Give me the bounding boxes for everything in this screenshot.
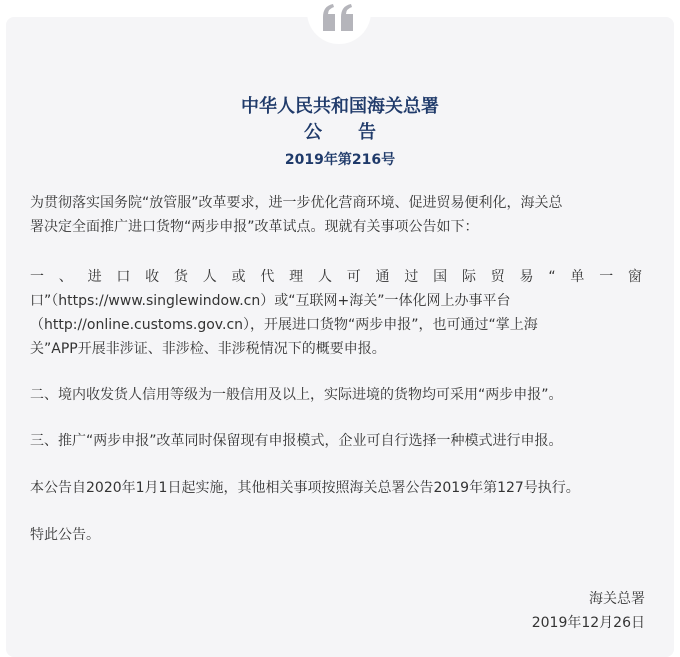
item-1-line: 关”APP开展非涉证、非涉检、非涉税情况下的概要申报。 [30,341,386,357]
closing-line: 特此公告。 [30,527,100,543]
item-1-line: 一、进口收货人或代理人可通过国际贸易“单一窗 [30,269,642,285]
item-3-paragraph [30,429,642,453]
quote-icon [321,3,357,33]
item-1-line: 口”（https://www.singlewindow.cn）或“互联网+海关”一体化网上办事平台 [30,293,511,309]
item-1-line: （http://online.customs.gov.cn），开展进口货物“两步申报”，也可通过“掌上海 [30,317,538,333]
document-type-right: 告 [358,122,376,143]
document-number: 2019年第216号 [284,152,396,168]
closing-paragraph [30,523,642,547]
item-2-paragraph [30,383,642,407]
signature-date: 2019年12月26日 [531,615,645,631]
document-type-left: 公 [304,122,322,143]
item-2-line: 二、境内收发货人信用等级为一般信用及以上，实际进境的货物均可采用“两步申报”。 [30,387,563,403]
intro-paragraph [30,191,642,239]
intro-line: 为贯彻落实国务院“放管服”改革要求，进一步优化营商环境、促进贸易便利化，海关总 [30,195,563,211]
effective-paragraph [30,476,642,500]
intro-line: 署决定全面推广进口货物“两步申报”改革试点。现就有关事项公告如下： [30,219,479,235]
agency-title: 中华人民共和国海关总署 [241,96,439,117]
item-1-paragraph [30,265,642,361]
document-type [0,122,680,144]
effective-line: 本公告自2020年1月1日起实施，其他相关事项按照海关总署公告2019年第127号执行。 [30,480,580,496]
signature-issuer: 海关总署 [589,591,645,607]
item-3-line: 三、推广“两步申报”改革同时保留现有申报模式，企业可自行选择一种模式进行申报。 [30,433,563,449]
